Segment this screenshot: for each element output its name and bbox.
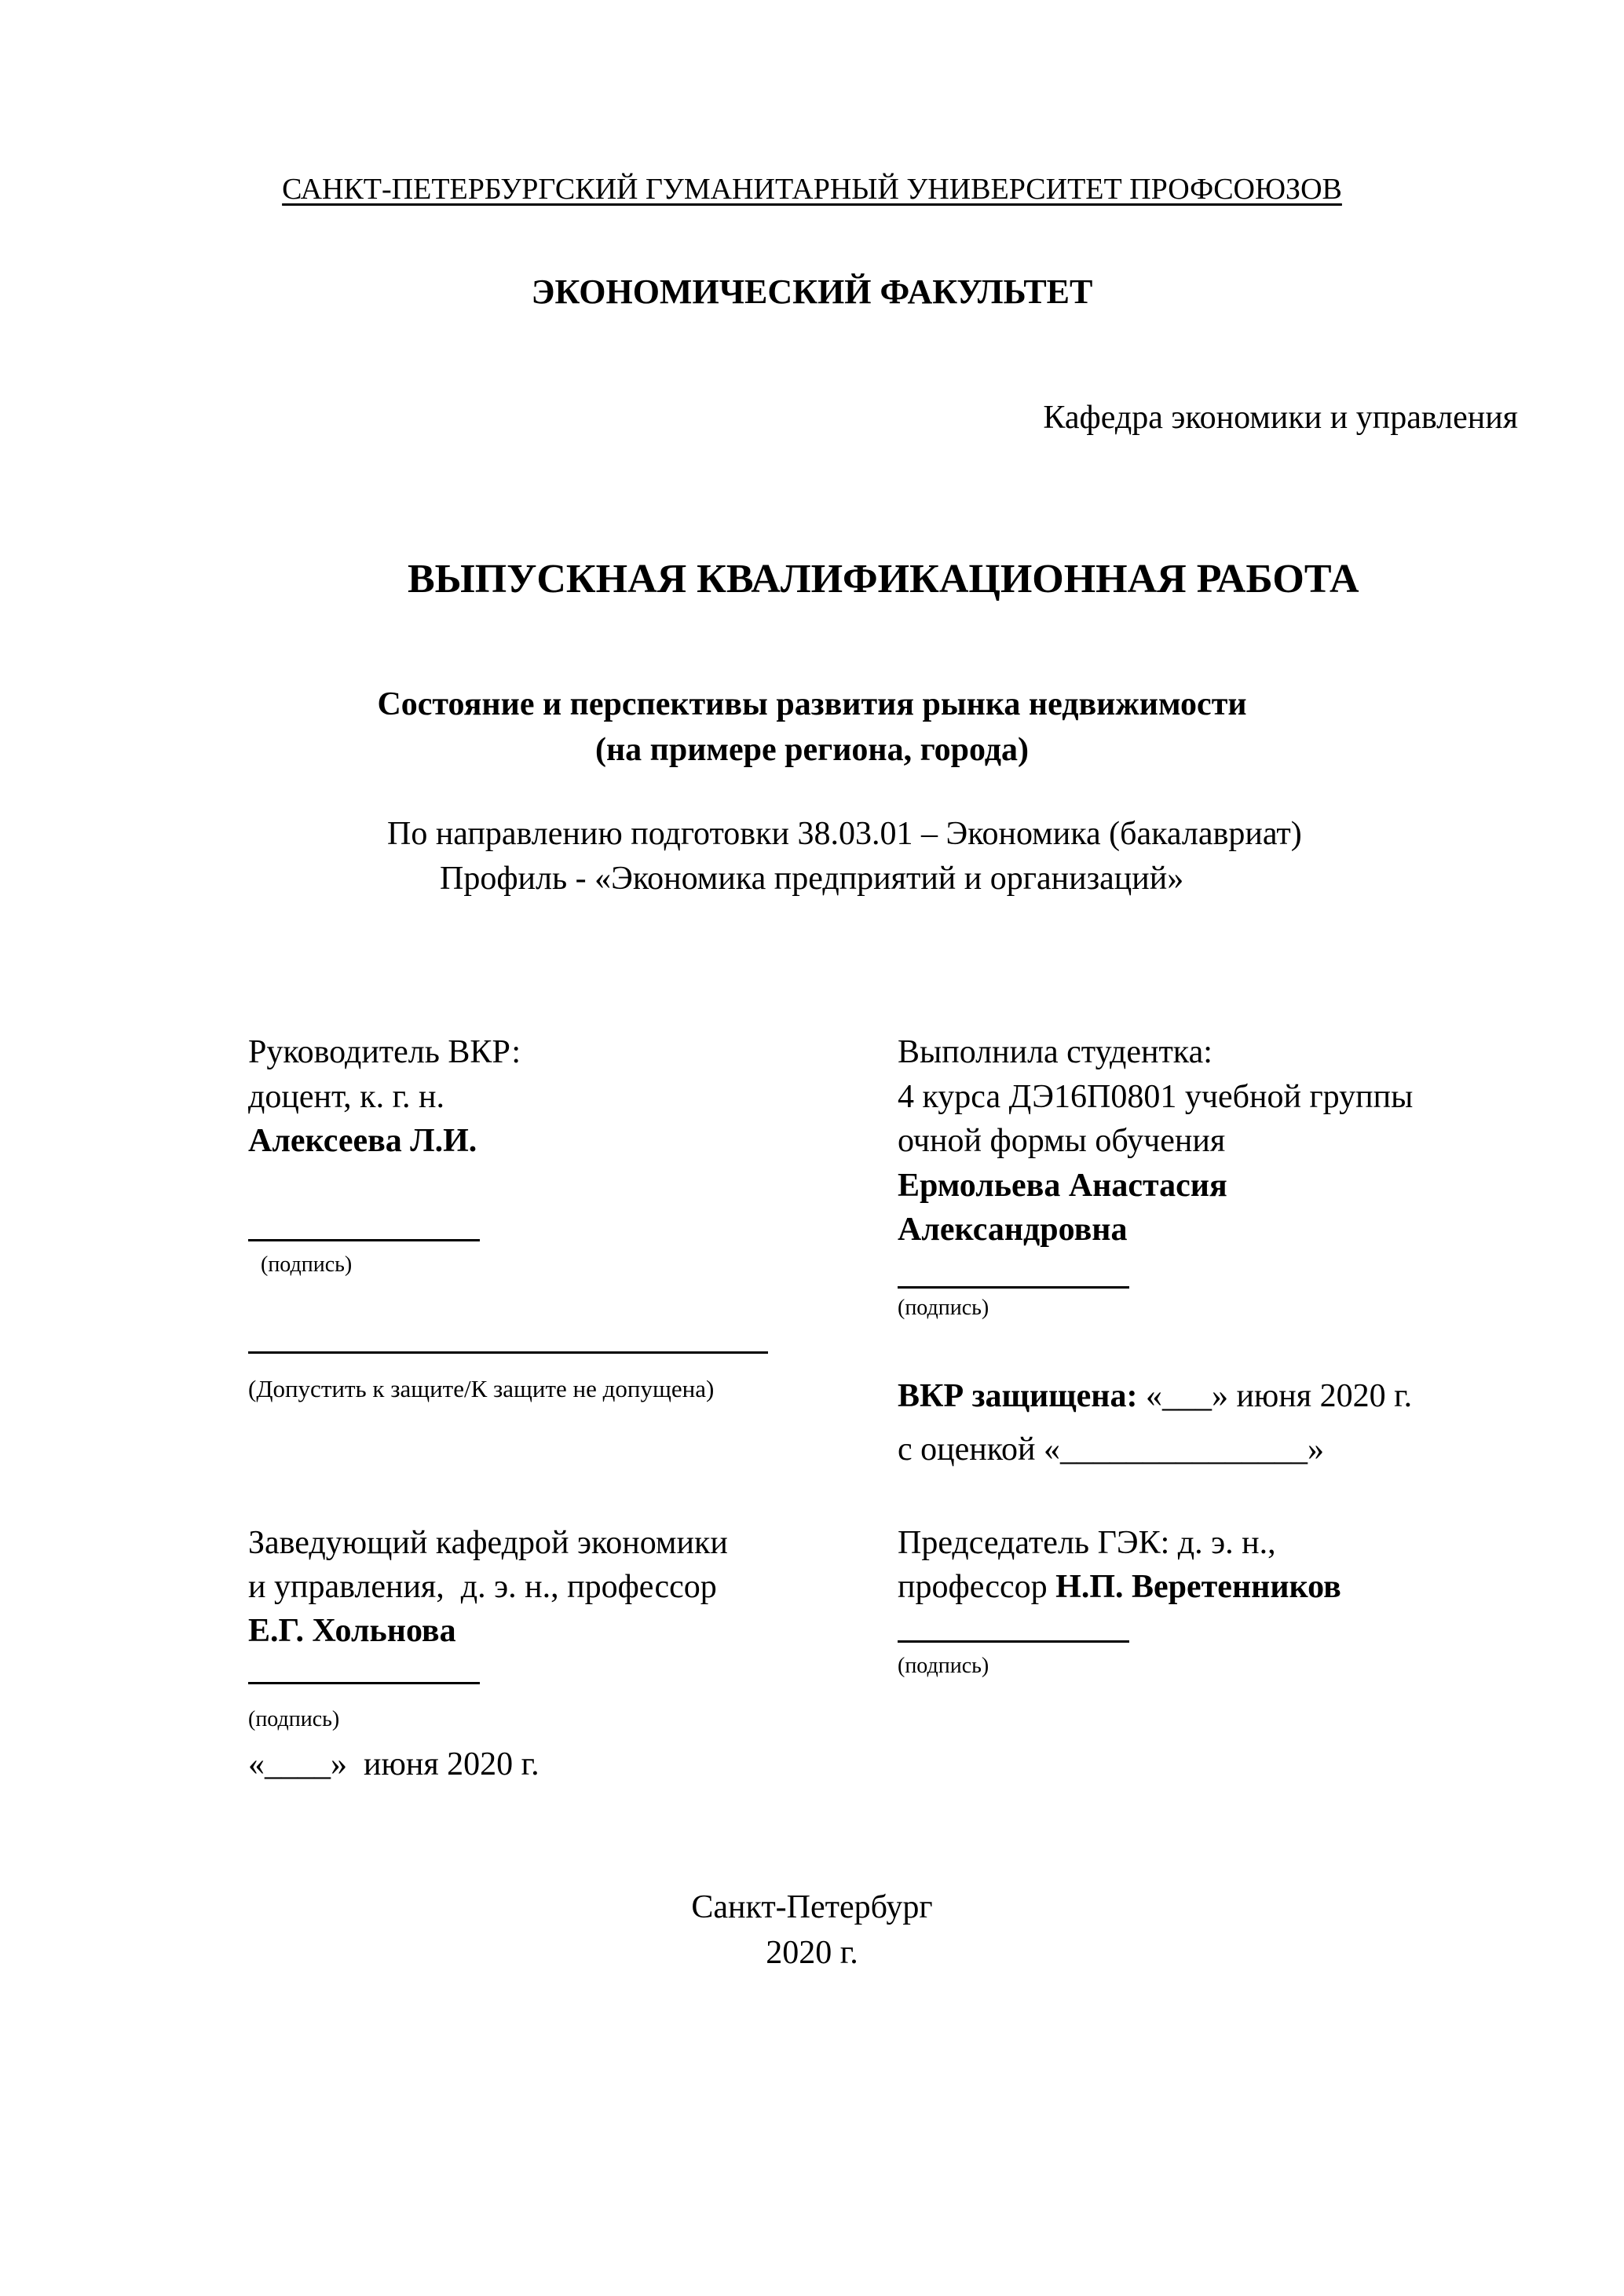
- head-signature-line: [248, 1682, 480, 1684]
- defense-row: [898, 1380, 1412, 1413]
- head-signature-caption: (подпись): [248, 1707, 340, 1731]
- topic-line-2: (на примере региона, города): [594, 732, 1030, 768]
- supervisor-name: Алексеева Л.И.: [248, 1123, 477, 1159]
- student-form: очной формы обучения: [898, 1123, 1226, 1159]
- chairman-title: профессор: [898, 1569, 1056, 1605]
- defense-label: ВКР защищена:: [898, 1378, 1138, 1414]
- head-date: «____» июня 2020 г.: [248, 1746, 540, 1782]
- chairman-signature-caption: (подпись): [898, 1654, 989, 1678]
- supervisor-position: доцент, к. г. н.: [248, 1079, 445, 1115]
- defense-date: «___» июня 2020 г.: [1137, 1378, 1413, 1414]
- profile-text: Профиль - «Экономика предприятий и организаций»: [440, 861, 1184, 897]
- university-name: САНКТ-ПЕТЕРБУРГСКИЙ ГУМАНИТАРНЫЙ УНИВЕРСИТЕТ ПРОФСОЮЗОВ: [282, 173, 1342, 206]
- student-name-line-2: Александровна: [898, 1212, 1128, 1248]
- footer-year: 2020 г.: [766, 1935, 858, 1971]
- student-name-line-1: Ермольева Анастасия: [898, 1168, 1227, 1204]
- chairman-signature-line: [898, 1640, 1129, 1643]
- chairman-line-1: Председатель ГЭК: д. э. н.,: [898, 1525, 1276, 1561]
- faculty-name: ЭКОНОМИЧЕСКИЙ ФАКУЛЬТЕТ: [531, 272, 1093, 311]
- head-name: Е.Г. Хольнова: [248, 1613, 456, 1649]
- student-signature-line: [898, 1286, 1129, 1289]
- student-label: Выполнила студентка:: [898, 1034, 1213, 1070]
- work-type-title: ВЫПУСКНАЯ КВАЛИФИКАЦИОННАЯ РАБОТА: [408, 557, 1359, 601]
- admission-caption: (Допустить к защите/К защите не допущена): [248, 1375, 715, 1402]
- chairman-line-2: [898, 1570, 1341, 1603]
- admission-line: [248, 1351, 768, 1354]
- department-name: Кафедра экономики и управления: [1043, 400, 1518, 436]
- head-line-2: и управления, д. э. н., профессор: [248, 1569, 717, 1605]
- defense-grade: с оценкой «_______________»: [898, 1431, 1324, 1468]
- student-group: 4 курса ДЭ16П0801 учебной группы: [898, 1079, 1414, 1115]
- direction-text: По направлению подготовки 38.03.01 – Экономика (бакалавриат): [387, 816, 1302, 852]
- student-signature-caption: (подпись): [898, 1296, 989, 1320]
- supervisor-label: Руководитель ВКР:: [248, 1034, 521, 1070]
- supervisor-signature-line: [248, 1239, 480, 1241]
- chairman-name: Н.П. Веретенников: [1055, 1569, 1341, 1605]
- footer-city: Санкт-Петербург: [691, 1889, 933, 1925]
- topic-line-1: Состояние и перспективы развития рынка недвижимости: [377, 686, 1247, 722]
- head-line-1: Заведующий кафедрой экономики: [248, 1525, 728, 1561]
- supervisor-signature-caption: (подпись): [261, 1252, 353, 1277]
